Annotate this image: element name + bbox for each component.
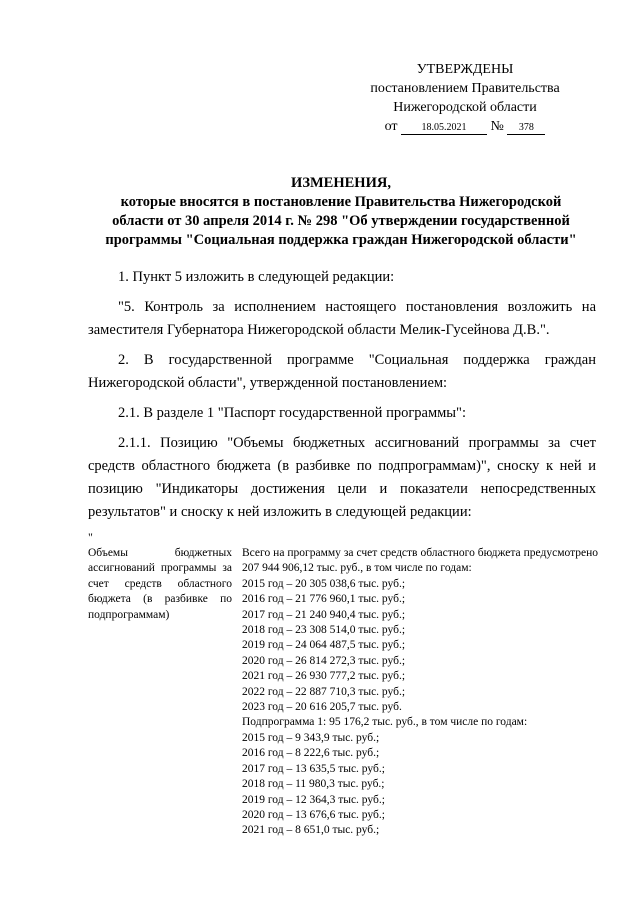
year-line: 2017 год – 13 635,5 тыс. руб.; bbox=[242, 762, 385, 775]
table-left-label: Объемы бюджетных ассигнований программы за счет средств областного бюджета (в разбивке по подпрограммам) bbox=[88, 547, 232, 621]
year-line: 2017 год – 21 240 940,4 тыс. руб.; bbox=[242, 608, 406, 621]
year-line: 2022 год – 22 887 710,3 тыс. руб.; bbox=[242, 685, 406, 698]
year-line: 2019 год – 24 064 487,5 тыс. руб.; bbox=[242, 639, 406, 652]
approval-number: 378 bbox=[507, 122, 545, 135]
paragraph: 2. В государственной программе "Социальная поддержка граждан Нижегородской области", утвержденной постановлением: bbox=[88, 352, 596, 391]
approval-heading: УТВЕРЖДЕНЫ bbox=[416, 62, 514, 77]
document-title bbox=[80, 174, 602, 250]
title-line-1: ИЗМЕНЕНИЯ, bbox=[291, 175, 391, 191]
year-line: 2016 год – 8 222,6 тыс. руб.; bbox=[242, 747, 380, 760]
approval-by: постановлением Правительства bbox=[370, 81, 560, 96]
title-line-4: программы "Социальная поддержка граждан Нижегородской области" bbox=[105, 232, 577, 248]
from-label: от bbox=[384, 119, 398, 134]
total-years-list bbox=[242, 577, 598, 716]
title-line-3: области от 30 апреля 2014 г. № 298 "Об утверждении государственной bbox=[112, 213, 570, 229]
approval-stamp bbox=[335, 60, 595, 136]
title-line-2: которые вносятся в постановление Правительства Нижегородской bbox=[120, 194, 562, 210]
paragraph: 2.1.1. Позицию "Объемы бюджетных ассигнований программы за счет средств областного бюджета (в разбивке по подпрограммам)", сноску к ней и позицию "Индикаторы достижения цели и показатели непосредственных результатов" и сноску к ней изложить в следующей редакции: bbox=[88, 435, 596, 520]
table-right-content bbox=[242, 546, 598, 839]
approval-region: Нижегородской области bbox=[393, 100, 537, 115]
opening-quote: " bbox=[88, 530, 93, 544]
total-intro: Всего на программу за счет средств областного бюджета предусмотрено 207 944 906,12 тыс. руб., в том числе по годам: bbox=[242, 547, 598, 575]
paragraph: "5. Контроль за исполнением настоящего постановления возложить на заместителя Губернатора Нижегородской области Мелик-Гусейнова Д.В.". bbox=[88, 299, 596, 338]
paragraph: 2.1. В разделе 1 "Паспорт государственной программы": bbox=[118, 405, 466, 421]
year-line: 2015 год – 9 343,9 тыс. руб.; bbox=[242, 731, 380, 744]
approval-date: 18.05.2021 bbox=[401, 122, 487, 135]
year-line: 2018 год – 23 308 514,0 тыс. руб.; bbox=[242, 624, 406, 637]
sub1-intro: Подпрограмма 1: 95 176,2 тыс. руб., в том числе по годам: bbox=[242, 716, 528, 729]
year-line: 2021 год – 8 651,0 тыс. руб.; bbox=[242, 824, 380, 837]
year-line: 2016 год – 21 776 960,1 тыс. руб.; bbox=[242, 593, 406, 606]
paragraph: 1. Пункт 5 изложить в следующей редакции: bbox=[118, 269, 395, 285]
sub1-years-list bbox=[242, 731, 598, 839]
year-line: 2023 год – 20 616 205,7 тыс. руб. bbox=[242, 701, 402, 714]
document-body bbox=[88, 266, 596, 524]
year-line: 2020 год – 13 676,6 тыс. руб.; bbox=[242, 808, 385, 821]
number-sign: № bbox=[490, 119, 504, 134]
year-line: 2015 год – 20 305 038,6 тыс. руб.; bbox=[242, 577, 406, 590]
year-line: 2020 год – 26 814 272,3 тыс. руб.; bbox=[242, 654, 406, 667]
approval-date-row bbox=[335, 117, 595, 136]
year-line: 2018 год – 11 980,3 тыс. руб.; bbox=[242, 778, 385, 791]
year-line: 2019 год – 12 364,3 тыс. руб.; bbox=[242, 793, 385, 806]
year-line: 2021 год – 26 930 777,2 тыс. руб.; bbox=[242, 670, 406, 683]
